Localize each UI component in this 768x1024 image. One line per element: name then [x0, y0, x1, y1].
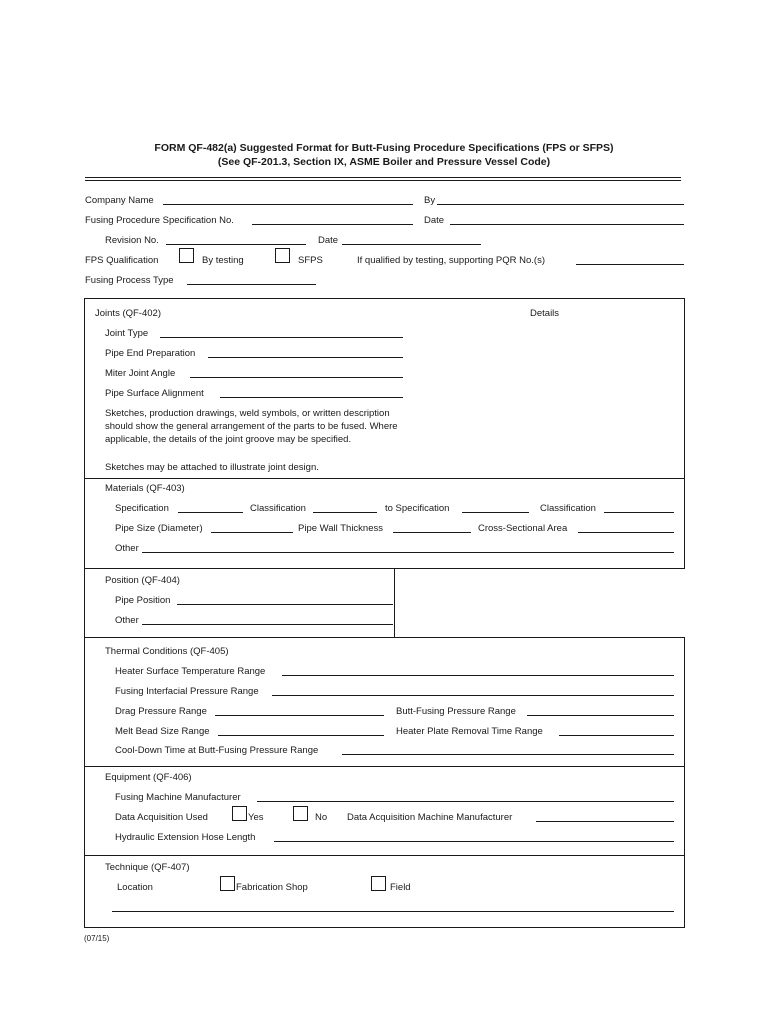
details-heading: Details [530, 308, 560, 319]
revision-number-label: Revision No. [105, 235, 159, 246]
joint-sketches-note: Sketches may be attached to illustrate joint design. [105, 462, 319, 473]
position-heading: Position (QF-404) [105, 575, 180, 586]
joint-note-line-3: applicable, the details of the joint groove may be specified. [105, 434, 352, 445]
surface-alignment-label: Pipe Surface Alignment [105, 388, 204, 399]
technique-heading: Technique (QF-407) [105, 862, 190, 873]
interfacial-pressure-label: Fusing Interfacial Pressure Range [115, 686, 259, 697]
joint-note-line-1: Sketches, production drawings, weld symbols, or written description [105, 408, 390, 419]
to-specification-label: to Specification [385, 503, 450, 514]
pipe-size-field[interactable] [211, 532, 293, 533]
location-label: Location [117, 882, 153, 893]
wall-thickness-field[interactable] [393, 532, 471, 533]
fps-qualification-label: FPS Qualification [85, 255, 159, 266]
data-acquisition-label: Data Acquisition Used [115, 812, 208, 823]
divider-technique [84, 855, 685, 856]
pipe-position-field[interactable] [177, 604, 393, 605]
joint-type-label: Joint Type [105, 328, 149, 339]
machine-manufacturer-field[interactable] [257, 801, 674, 802]
data-acq-manufacturer-field[interactable] [536, 821, 674, 822]
thermal-heading: Thermal Conditions (QF-405) [105, 646, 229, 657]
position-box-cutout [394, 569, 686, 637]
position-other-label: Other [115, 615, 139, 626]
form-revision-code: (07/15) [84, 934, 110, 943]
miter-angle-field[interactable] [190, 377, 403, 378]
fabrication-shop-label: Fabrication Shop [236, 882, 308, 893]
divider-thermal [84, 637, 685, 638]
cross-section-label: Cross-Sectional Area [478, 523, 568, 534]
sfps-label: SFPS [298, 255, 323, 266]
pipe-end-prep-label: Pipe End Preparation [105, 348, 196, 359]
date-label: Date [424, 215, 445, 226]
equipment-heading: Equipment (QF-406) [105, 772, 192, 783]
specification-label: Specification [115, 503, 169, 514]
specification-field[interactable] [178, 512, 243, 513]
classification-label: Classification [250, 503, 306, 514]
divider-equipment [84, 766, 685, 767]
heater-temp-label: Heater Surface Temperature Range [115, 666, 266, 677]
cooldown-field[interactable] [342, 754, 674, 755]
box-right-edge-lower [684, 637, 685, 928]
technique-notes-field[interactable] [112, 911, 674, 912]
hose-length-field[interactable] [274, 841, 674, 842]
heater-temp-field[interactable] [282, 675, 674, 676]
hose-length-label: Hydraulic Extension Hose Length [115, 832, 256, 843]
by-testing-label: By testing [202, 255, 244, 266]
to-specification-field[interactable] [462, 512, 529, 513]
position-box-right-edge [394, 568, 395, 637]
butt-fusing-pressure-field[interactable] [527, 715, 674, 716]
surface-alignment-field[interactable] [220, 397, 403, 398]
divider-materials [84, 478, 685, 479]
materials-heading: Materials (QF-403) [105, 483, 185, 494]
revision-number-field[interactable] [166, 244, 306, 245]
by-field[interactable] [437, 204, 684, 205]
data-acquisition-no-checkbox[interactable] [293, 806, 308, 821]
miter-angle-label: Miter Joint Angle [105, 368, 176, 379]
data-acquisition-no-label: No [315, 812, 328, 823]
revision-date-label: Date [318, 235, 339, 246]
drag-pressure-field[interactable] [215, 715, 384, 716]
classification-field[interactable] [313, 512, 377, 513]
heater-removal-label: Heater Plate Removal Time Range [396, 726, 543, 737]
title-rule-bottom [85, 180, 681, 181]
field-label: Field [390, 882, 411, 893]
wall-thickness-label: Pipe Wall Thickness [298, 523, 384, 534]
field-checkbox[interactable] [371, 876, 386, 891]
melt-bead-field[interactable] [218, 735, 384, 736]
fps-number-label: Fusing Procedure Specification No. [85, 215, 234, 226]
joints-heading: Joints (QF-402) [95, 308, 161, 319]
materials-other-label: Other [115, 543, 139, 554]
company-name-field[interactable] [163, 204, 413, 205]
by-testing-checkbox[interactable] [179, 248, 194, 263]
process-type-field[interactable] [187, 284, 316, 285]
title-rule-top [85, 177, 681, 178]
cross-section-field[interactable] [578, 532, 674, 533]
to-classification-label: Classification [540, 503, 596, 514]
pipe-end-prep-field[interactable] [208, 357, 403, 358]
fabrication-shop-checkbox[interactable] [220, 876, 235, 891]
data-acquisition-yes-label: Yes [248, 812, 264, 823]
form-subtitle: (See QF-201.3, Section IX, ASME Boiler and Pressure Vessel Code) [217, 156, 551, 168]
pipe-position-label: Pipe Position [115, 595, 171, 606]
heater-removal-field[interactable] [559, 735, 674, 736]
melt-bead-label: Melt Bead Size Range [115, 726, 210, 737]
data-acquisition-yes-checkbox[interactable] [232, 806, 247, 821]
drag-pressure-label: Drag Pressure Range [115, 706, 207, 717]
data-acq-manufacturer-label: Data Acquisition Machine Manufacturer [347, 812, 513, 823]
cooldown-label: Cool-Down Time at Butt-Fusing Pressure Range [115, 745, 319, 756]
pqr-field[interactable] [576, 264, 684, 265]
by-label: By [424, 195, 436, 206]
date-field[interactable] [450, 224, 684, 225]
fps-number-field[interactable] [252, 224, 413, 225]
revision-date-field[interactable] [342, 244, 481, 245]
to-classification-field[interactable] [604, 512, 674, 513]
interfacial-pressure-field[interactable] [272, 695, 674, 696]
joint-note-line-2: should show the general arrangement of the parts to be fused. Where [105, 421, 398, 432]
machine-manufacturer-label: Fusing Machine Manufacturer [115, 792, 241, 803]
process-type-label: Fusing Process Type [85, 275, 174, 286]
butt-fusing-pressure-label: Butt-Fusing Pressure Range [396, 706, 516, 717]
joint-type-field[interactable] [160, 337, 403, 338]
materials-other-field[interactable] [142, 552, 674, 553]
pqr-label: If qualified by testing, supporting PQR No.(s) [357, 255, 545, 266]
position-other-field[interactable] [142, 624, 393, 625]
sfps-checkbox[interactable] [275, 248, 290, 263]
pipe-size-label: Pipe Size (Diameter) [115, 523, 203, 534]
company-name-label: Company Name [85, 195, 154, 206]
form-title: FORM QF-482(a) Suggested Format for Butt-Fusing Procedure Specifications (FPS or SFPS) [154, 142, 614, 154]
